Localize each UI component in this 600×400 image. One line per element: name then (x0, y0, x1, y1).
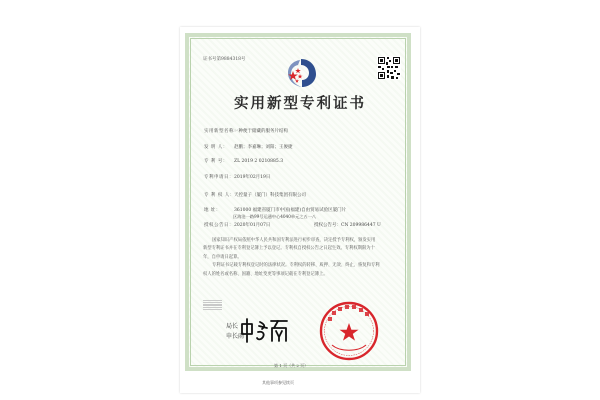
field-label: 实用新型名称： (204, 129, 239, 134)
field-value: 赵鹏；李嘉琳；刘阳；王俊捷 (234, 145, 293, 150)
page-number: 第 1 页（共 2 页） (274, 363, 309, 368)
field-label: 专 利 权 人： (204, 193, 235, 198)
official-seal-icon (318, 300, 380, 362)
field-grant-date (204, 222, 270, 228)
field-label: 地 址： (204, 208, 221, 213)
patent-office-emblem-icon (283, 55, 319, 91)
body-line: 国家知识产权局依照中华人民共和国专利法进行初步审查，决定授予专利权，颁发实用 (212, 238, 376, 243)
field-value: 2019年02月19日 (234, 175, 271, 180)
field-value: 361000 福建省厦门市中国(福建)自由贸易试验区厦门片 (234, 208, 347, 213)
certificate-title: 实用新型专利证书 (234, 95, 366, 112)
field-label: 授权公告日： (204, 223, 234, 228)
certificate-body-text (203, 237, 399, 279)
field-grant-number (314, 222, 381, 228)
director-title: 局长 (226, 323, 239, 330)
address-line-2: 区海沧一路99号运通中心4040单元之五一八 (233, 214, 316, 219)
body-line: 专利证书记载专利权登记时的法律状况。专利权的转移、质押、无效、终止、恢复和专利 (212, 263, 380, 269)
field-label: 专 利 号： (204, 159, 228, 164)
certificate-number: 证书号第9884318号 (203, 57, 246, 62)
body-line: 权人的姓名或名称、国籍、地址变更等事项记载在专利登记簿上。 (203, 271, 328, 277)
field-filing-date (204, 174, 270, 180)
field-value: ZL 2019 2 0210885.3 (234, 159, 284, 164)
field-label: 发 明 人： (204, 145, 228, 150)
qr-code-icon (377, 56, 401, 80)
director-signature-icon (238, 316, 290, 344)
field-label: 授权公告号： (314, 223, 341, 228)
field-value: CN 209986447 U (341, 223, 381, 228)
field-label: 专利申请日： (204, 175, 234, 180)
footer-note: 其他事项参见续页 (262, 380, 294, 385)
field-utility-model-name (204, 128, 288, 134)
body-line: 新型专利证书并在专利登记簿上予以登记。专利权自授权公告之日起生效。专利权期限为十 (203, 246, 375, 252)
field-value: 一种便于储藏的服务片结构 (234, 129, 288, 134)
field-value: 2020年01月07日 (234, 223, 271, 228)
field-patentee (204, 192, 306, 198)
field-patent-number (204, 158, 283, 164)
body-line: 年，自申请日起算。 (203, 254, 242, 260)
field-value: 天控量子（厦门）科技集团有限公司 (234, 193, 306, 198)
field-inventor (204, 144, 293, 150)
security-stripe (203, 300, 222, 310)
director-name-label: 申长雨 (226, 333, 245, 340)
field-address (204, 207, 346, 213)
